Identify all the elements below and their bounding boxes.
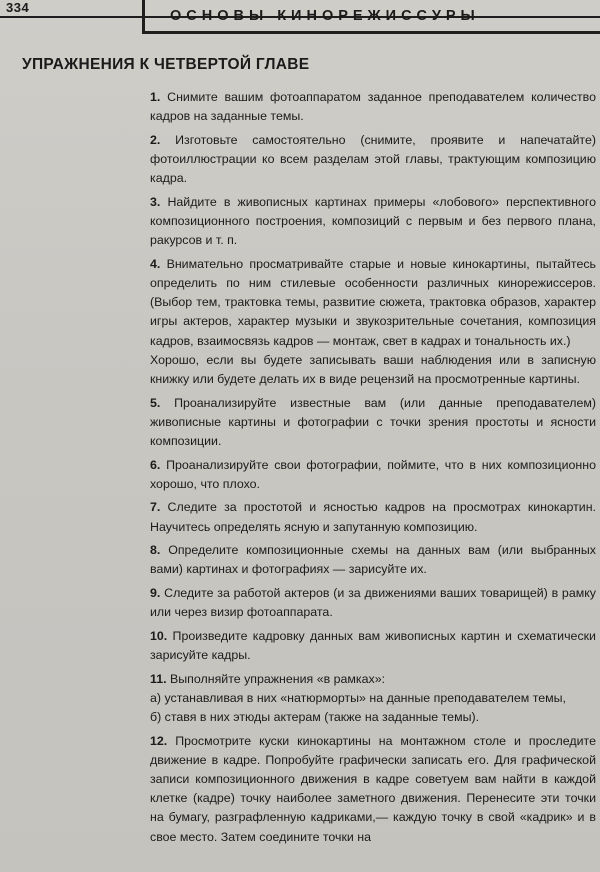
exercise-text: Выполняйте упражнения «в рамках»:: [170, 671, 386, 686]
exercise-text: Проанализируйте известные вам (или данные преподавателем) живописные картины и фотографии с точки зрения простоты и ясности композиции.: [150, 395, 596, 449]
exercise-item: [150, 627, 596, 665]
exercise-text: Внимательно просматривайте старые и новые кинокартины, пытайтесь определить по ним стилевые особенности различных кинорежиссеров. (Выбор тем, трактовка темы, развитие сюжета, трактовка образов, характер игры актеров, характер музыки и звукозрительные сочетания, композиция кадров, взаимосвязь кадров — монтаж, свет в кадрах и тональность их.): [150, 256, 596, 348]
section-title: УПРАЖНЕНИЯ К ЧЕТВЕРТОЙ ГЛАВЕ: [22, 56, 310, 73]
exercise-number: 12.: [150, 733, 168, 748]
exercise-paragraph: [150, 88, 596, 126]
exercise-number: 7.: [150, 500, 161, 515]
exercise-paragraph: [150, 627, 596, 665]
exercise-text: Изготовьте самостоятельно (снимите, проявите и напечатайте) фотоиллюстрации ко всем разделам этой главы, трактующим композицию кадра.: [150, 132, 596, 186]
exercise-text: а) устанавливая в них «натюрморты» на данные преподавателем темы,: [150, 690, 567, 705]
exercise-item: [150, 131, 596, 189]
exercise-paragraph: [150, 584, 596, 622]
exercise-item: [150, 255, 596, 389]
exercise-number: 1.: [150, 90, 161, 104]
exercise-item: [150, 541, 596, 579]
exercise-text: Следите за простотой и ясностью кадров на просмотрах кинокартин. Научитесь определять ясную и запутанную композицию.: [150, 500, 596, 534]
exercise-paragraph: [150, 541, 596, 579]
exercise-paragraph: [150, 708, 596, 727]
exercise-item: [150, 394, 596, 452]
exercise-list: [150, 88, 596, 851]
exercise-item: [150, 670, 596, 728]
exercise-text: Найдите в живописных картинах примеры «лобового» перспективного композиционного построения, композиций с первым и без первого плана, ракурсов и т. п.: [150, 194, 597, 248]
running-head: ОСНОВЫ КИНОРЕЖИССУРЫ: [170, 8, 480, 24]
exercise-number: 10.: [150, 628, 168, 643]
exercise-paragraph: [150, 255, 596, 351]
exercise-number: 4.: [150, 256, 161, 271]
exercise-paragraph: [150, 670, 596, 689]
exercise-text: Следите за работой актеров (и за движениями ваших товарищей) в рамку или через визир фотоаппарата.: [150, 586, 596, 620]
exercise-paragraph: [150, 732, 596, 847]
exercise-number: 6.: [150, 457, 161, 472]
exercise-number: 11.: [150, 671, 167, 686]
exercise-text: б) ставя в них этюды актерам (также на заданные темы).: [150, 710, 480, 724]
exercise-number: 5.: [150, 395, 161, 410]
exercise-paragraph: [150, 193, 596, 251]
exercise-text: Произведите кадровку данных вам живописных картин и схематически зарисуйте кадры.: [150, 628, 596, 662]
exercise-item: [150, 456, 596, 494]
exercise-paragraph: [150, 131, 596, 189]
exercise-item: [150, 498, 596, 536]
exercise-paragraph: [150, 689, 596, 708]
exercise-text: Хорошо, если вы будете записывать ваши наблюдения или в записную книжку или будете делать их в виде рецензий на просмотренные картины.: [150, 352, 596, 387]
exercise-item: [150, 584, 596, 622]
exercise-item: [150, 193, 596, 251]
exercise-text: Определите композиционные схемы на данных вам (или выбранных вами) картинах и фотографиях — зарисуйте их.: [150, 543, 596, 577]
exercise-text: Снимите вашим фотоаппаратом заданное преподавателем количество кадров на заданные темы.: [150, 90, 596, 124]
exercise-paragraph: [150, 456, 596, 494]
page-number: 334: [6, 0, 30, 15]
exercise-text: Проанализируйте свои фотографии, поймите, что в них композиционно хорошо, что плохо.: [150, 457, 596, 491]
exercise-number: 9.: [150, 586, 161, 600]
exercise-paragraph: [150, 498, 596, 536]
exercise-item: [150, 732, 596, 847]
exercise-paragraph: [150, 394, 596, 452]
exercise-number: 2.: [150, 132, 161, 147]
exercise-number: 3.: [150, 194, 161, 209]
exercise-number: 8.: [150, 543, 161, 558]
exercise-paragraph: [150, 351, 596, 389]
exercise-item: [150, 88, 596, 126]
exercise-text: Просмотрите куски кинокартины на монтажном столе и проследите движение в кадре. Попробуйте графически записать его. Для графической записи композиционного движения в кадре советуем вам найти в каждой клетке (кадре) точку наиболее заметного движения. Перенесите эти точки на бумагу, разграфленную кадриками,— каждую точку в свой «кадрик» и в свое место. Затем соедините точки на: [150, 733, 596, 844]
